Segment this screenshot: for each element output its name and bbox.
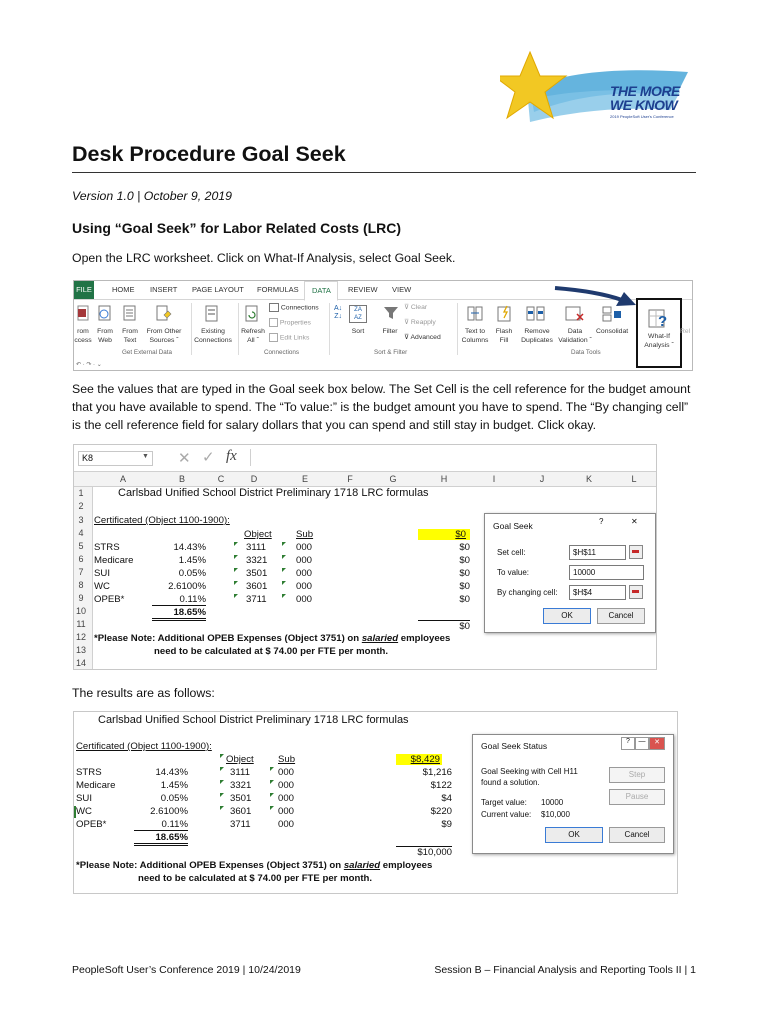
sort-dialog-icon[interactable]: ZA AZ <box>349 305 367 323</box>
item-name[interactable]: WC <box>94 581 110 592</box>
item-sub[interactable]: 000 <box>296 555 313 566</box>
item-h[interactable]: $1,216 <box>422 767 452 778</box>
flash-fill-icon <box>497 305 513 323</box>
access-icon <box>77 305 89 321</box>
web-icon <box>98 305 112 321</box>
step-button[interactable]: Step <box>609 767 665 783</box>
note-line-2: need to be calculated at $ 74.00 per FTE per month. <box>154 646 389 657</box>
name-box-dropdown-icon[interactable]: ▼ <box>142 453 149 460</box>
remove-duplicates-button[interactable]: Remove Duplicates <box>521 328 553 344</box>
set-cell-collapse-icon[interactable] <box>629 545 643 559</box>
cancel-button[interactable]: Cancel <box>597 608 645 624</box>
note-line-2: need to be calculated at $ 74.00 per FTE per month. <box>138 873 373 884</box>
item-object[interactable]: 3321 <box>230 780 252 791</box>
error-indicator-marks <box>234 542 238 602</box>
to-value-field[interactable]: 10000 <box>569 565 644 580</box>
edit-links-button[interactable]: Edit Links <box>269 333 309 342</box>
insert-function-icon[interactable]: fx <box>226 448 237 464</box>
row-header[interactable]: 2 <box>78 501 84 511</box>
pause-button[interactable]: Pause <box>609 789 665 805</box>
clear-button[interactable]: ⊽ Clear <box>404 304 428 311</box>
callout-arrow-icon <box>550 282 640 308</box>
connections-icon <box>269 303 279 312</box>
group-label-sort-filter: Sort & Filter <box>374 349 408 356</box>
row-header[interactable]: 1 <box>78 488 84 498</box>
worksheet-goal-seek-results <box>73 711 678 894</box>
target-value-label: Target value: <box>481 798 527 807</box>
cancel-button[interactable]: Cancel <box>609 827 665 843</box>
edit-links-icon <box>269 333 278 342</box>
dialog-title: Goal Seek <box>493 521 533 531</box>
reapply-icon: ⊽ <box>404 319 411 326</box>
item-h[interactable]: $4 <box>441 793 452 804</box>
text-file-icon <box>123 305 137 321</box>
group-label-connections: Connections <box>264 349 300 356</box>
goal-seek-dialog <box>484 513 656 633</box>
item-h[interactable]: $9 <box>441 819 452 830</box>
logo-tagline: 2019 PeopleSoft User's Conference <box>610 114 674 119</box>
footer-right: Session B – Financial Analysis and Reporting Tools II | 1 <box>434 964 696 976</box>
help-button[interactable]: ? <box>621 737 635 750</box>
row-header[interactable]: 14 <box>75 658 86 668</box>
svg-text:?: ? <box>658 313 668 330</box>
col-header[interactable]: K <box>585 474 592 484</box>
item-pct[interactable]: 14.43% <box>173 542 206 553</box>
section-heading: Using “Goal Seek” for Labor Related Costs (LRC) <box>72 220 402 236</box>
row-header[interactable]: 6 <box>78 554 84 564</box>
enter-check-icon[interactable]: ✓ <box>202 449 215 466</box>
flash-fill-button[interactable]: Flash Fill <box>495 328 513 344</box>
from-other-sources-button[interactable]: From Other Sources ˇ <box>146 328 182 344</box>
item-sub[interactable]: 000 <box>278 780 295 791</box>
col-header[interactable]: H <box>440 474 448 484</box>
current-value-label: Current value: <box>481 810 532 819</box>
from-web-button[interactable]: From Web <box>97 328 113 344</box>
row-header[interactable]: 7 <box>78 567 84 577</box>
text-to-columns-button[interactable]: Text to Columns <box>461 328 489 344</box>
item-h[interactable]: $0 <box>459 581 470 592</box>
tab-formulas[interactable]: FORMULAS <box>257 285 299 294</box>
group-label-data-tools: Data Tools <box>571 349 601 356</box>
to-value-label: To value: <box>497 568 530 577</box>
ribbon-separator <box>238 303 239 355</box>
advanced-button[interactable]: ⊽ Advanced <box>404 334 441 341</box>
error-indicator-marks <box>282 542 286 602</box>
note-line-1: *Please Note: Additional OPEB Expenses (Object 3751) on salaried employees <box>94 633 451 644</box>
row-header[interactable]: 4 <box>78 528 84 538</box>
object-header[interactable]: Object <box>226 754 254 765</box>
item-name[interactable]: OPEB* <box>76 819 107 830</box>
item-object[interactable]: 3111 <box>246 542 266 553</box>
item-object[interactable]: 3711 <box>246 594 267 605</box>
item-pct[interactable]: 2.6100% <box>150 806 188 817</box>
item-sub[interactable]: 000 <box>296 581 313 592</box>
ok-button[interactable]: OK <box>543 608 591 624</box>
item-object[interactable]: 3321 <box>246 555 268 566</box>
cell-h11[interactable]: $10,000 <box>396 846 452 858</box>
item-pct[interactable]: 14.43% <box>155 767 188 778</box>
item-pct[interactable]: 0.05% <box>160 793 188 804</box>
properties-icon <box>269 318 278 327</box>
sub-header[interactable]: Sub <box>278 754 296 765</box>
from-text-button[interactable]: From Text <box>122 328 138 344</box>
error-indicator-marks <box>270 767 274 827</box>
note-line-1: *Please Note: Additional OPEB Expenses (Object 3751) on salaried employees <box>76 860 433 871</box>
tab-review[interactable]: REVIEW <box>348 285 378 294</box>
ok-button[interactable]: OK <box>545 827 603 843</box>
item-object[interactable]: 3601 <box>230 806 252 817</box>
col-header[interactable]: I <box>492 474 496 484</box>
item-name[interactable]: OPEB* <box>94 594 125 605</box>
filter-button[interactable]: Filter <box>382 328 398 335</box>
item-name[interactable]: SUI <box>76 793 92 804</box>
remove-duplicates-icon <box>526 305 546 323</box>
by-changing-collapse-icon[interactable] <box>629 585 643 599</box>
item-h[interactable]: $0 <box>459 555 470 566</box>
target-value: 10000 <box>541 798 564 807</box>
status-line-1: Goal Seeking with Cell H11 <box>481 767 578 776</box>
tab-data[interactable]: DATA <box>304 281 338 301</box>
logo-text-line2: WE KNOW <box>610 97 678 113</box>
intro-paragraph: Open the LRC worksheet. Click on What-If Analysis, select Goal Seek. <box>72 251 456 265</box>
row-header[interactable]: 13 <box>75 645 86 655</box>
conference-logo <box>500 50 700 130</box>
col-header[interactable]: G <box>389 474 397 484</box>
item-pct[interactable]: 2.6100% <box>168 581 206 592</box>
item-sub[interactable]: 000 <box>296 542 313 553</box>
item-pct[interactable]: 0.11% <box>134 819 188 831</box>
sheet-title-cell[interactable]: Carlsbad Unified School District Preliminary 1718 LRC formulas <box>118 487 429 499</box>
advanced-filter-icon: ⊽ <box>404 334 411 341</box>
item-sub[interactable]: 000 <box>278 806 295 817</box>
connections-button[interactable]: Connections <box>269 303 319 312</box>
item-pct[interactable]: 1.45% <box>160 780 188 791</box>
item-name[interactable]: SUI <box>94 568 110 579</box>
by-changing-cell-label: By changing cell: <box>497 588 558 597</box>
data-validation-button[interactable]: Data Validation ˇ <box>558 328 592 344</box>
certificated-label[interactable]: Certificated (Object 1100-1900): <box>76 741 212 752</box>
item-pct[interactable]: 0.05% <box>178 568 206 579</box>
other-sources-icon <box>156 305 172 321</box>
col-header[interactable]: B <box>178 474 185 484</box>
item-name[interactable]: WC <box>76 806 92 817</box>
item-sub[interactable]: 000 <box>278 767 295 778</box>
item-name[interactable]: STRS <box>94 542 120 553</box>
tab-insert[interactable]: INSERT <box>150 285 178 294</box>
sort-az-icon[interactable]: A↓ Z↓ <box>334 305 343 320</box>
total-pct[interactable]: 18.65% <box>152 607 206 621</box>
ribbon-separator <box>457 303 458 355</box>
help-button[interactable]: ? <box>599 517 604 526</box>
status-line-2: found a solution. <box>481 778 540 787</box>
filter-icon <box>383 305 399 321</box>
col-header[interactable]: J <box>539 474 545 484</box>
item-pct[interactable]: 1.45% <box>178 555 206 566</box>
formula-input[interactable] <box>250 449 651 466</box>
cell-h4[interactable]: $0 <box>418 529 470 540</box>
set-cell-label: Set cell: <box>497 548 526 557</box>
row-header[interactable]: 9 <box>78 593 84 603</box>
formula-bar <box>74 445 656 472</box>
col-header[interactable]: E <box>301 474 308 484</box>
close-icon[interactable]: ✕ <box>649 737 665 750</box>
cancel-x-icon[interactable]: ✕ <box>178 450 191 467</box>
existing-connections-button[interactable]: Existing Connections <box>194 328 232 344</box>
item-sub[interactable]: 000 <box>278 793 295 804</box>
row-header[interactable]: 3 <box>78 515 84 525</box>
existing-connections-icon <box>204 305 220 323</box>
version-line: Version 1.0 | October 9, 2019 <box>72 189 232 203</box>
total-pct[interactable]: 18.65% <box>134 832 188 846</box>
object-header[interactable]: Object <box>244 529 272 540</box>
by-changing-cell-field[interactable]: $H$4 <box>569 585 626 600</box>
ribbon-separator <box>329 303 330 355</box>
row-header[interactable]: 12 <box>75 632 86 642</box>
col-header[interactable]: L <box>631 474 637 484</box>
dialog-title: Goal Seek Status <box>481 741 548 751</box>
cell-h4[interactable]: $8,429 <box>396 754 442 765</box>
item-object[interactable]: 3111 <box>230 767 250 778</box>
item-pct[interactable]: 0.11% <box>152 594 206 606</box>
row-header[interactable]: 8 <box>78 580 84 590</box>
clear-filter-icon: ⊽ <box>404 304 411 311</box>
sheet-title-cell[interactable]: Carlsbad Unified School District Preliminary 1718 LRC formulas <box>98 714 409 726</box>
item-sub[interactable]: 000 <box>296 594 313 605</box>
tab-view[interactable]: VIEW <box>392 285 412 294</box>
tab-page-layout[interactable]: PAGE LAYOUT <box>192 285 244 294</box>
refresh-icon <box>244 305 260 323</box>
from-access-button[interactable]: rom ccess <box>74 328 92 344</box>
footer-left: PeopleSoft User’s Conference 2019 | 10/24/2019 <box>72 964 301 976</box>
sub-header[interactable]: Sub <box>296 529 314 540</box>
item-object[interactable]: 3501 <box>246 568 268 579</box>
col-header[interactable]: A <box>119 474 126 484</box>
sort-button[interactable]: Sort <box>351 328 365 335</box>
consolidate-button[interactable]: Consolidat <box>596 328 629 335</box>
row-header[interactable]: 5 <box>78 541 84 551</box>
relationships-button[interactable]: Rel <box>680 328 691 335</box>
logo-text-line1: THE MORE <box>610 83 680 99</box>
what-if-analysis-icon <box>648 306 670 330</box>
item-h[interactable]: $0 <box>459 594 470 605</box>
group-label-get-external-data: Get External Data <box>122 349 173 356</box>
tab-home[interactable]: HOME <box>112 285 135 294</box>
title-rule <box>72 172 696 173</box>
worksheet-goal-seek-setup <box>73 444 657 670</box>
col-header[interactable]: C <box>217 474 225 484</box>
row-header[interactable]: 11 <box>76 619 86 629</box>
item-h[interactable]: $0 <box>459 542 470 553</box>
item-h[interactable]: $220 <box>430 806 452 817</box>
what-if-analysis-button[interactable]: ? What-If Analysis ˇ <box>636 298 682 368</box>
cell-h11[interactable]: $0 <box>418 620 470 632</box>
results-intro: The results are as follows: <box>72 686 215 700</box>
page-title: Desk Procedure Goal Seek <box>72 142 346 166</box>
quick-access-toolbar: ↶ · ↷ · ⌄ <box>76 362 102 368</box>
minimize-button[interactable]: — <box>635 737 649 750</box>
column-headers <box>74 472 656 487</box>
item-sub[interactable]: 000 <box>278 819 295 830</box>
item-object[interactable]: 3711 <box>230 819 251 830</box>
refresh-all-button[interactable]: Refresh All ˇ <box>241 328 265 344</box>
certificated-label[interactable]: Certificated (Object 1100-1900): <box>94 515 230 526</box>
goal-seek-explanation: See the values that are typed in the Goal seek box below. The Set Cell is the cell reference for the budget amount that you have available to spend. The “To value:” is the budget amount you have to spend. The “By changing cell” is the cell reference field for salary dollars that you can spend and still stay in budget. Click okay. <box>72 382 691 432</box>
error-indicator-marks <box>220 754 224 814</box>
row-headers <box>74 487 93 669</box>
current-value: $10,000 <box>541 810 570 819</box>
item-object[interactable]: 3601 <box>246 581 268 592</box>
item-name[interactable]: Medicare <box>76 780 116 791</box>
item-object[interactable]: 3501 <box>230 793 252 804</box>
item-name[interactable]: STRS <box>76 767 102 778</box>
close-icon[interactable]: ✕ <box>631 517 638 526</box>
reapply-button[interactable]: ⊽ Reapply <box>404 319 436 326</box>
col-header[interactable]: F <box>347 474 353 484</box>
row-header[interactable]: 10 <box>75 606 86 616</box>
text-to-columns-icon <box>467 305 483 323</box>
set-cell-field[interactable]: $H$11 <box>569 545 626 560</box>
row-selection-marker <box>74 806 76 818</box>
name-box[interactable]: K8 <box>78 451 153 466</box>
properties-button[interactable]: Properties <box>269 318 311 327</box>
goal-seek-status-dialog <box>472 734 674 854</box>
item-h[interactable]: $0 <box>459 568 470 579</box>
tab-file[interactable]: FILE <box>74 281 94 299</box>
item-name[interactable]: Medicare <box>94 555 134 566</box>
col-header[interactable]: D <box>250 474 258 484</box>
item-sub[interactable]: 000 <box>296 568 313 579</box>
item-h[interactable]: $122 <box>430 780 452 791</box>
